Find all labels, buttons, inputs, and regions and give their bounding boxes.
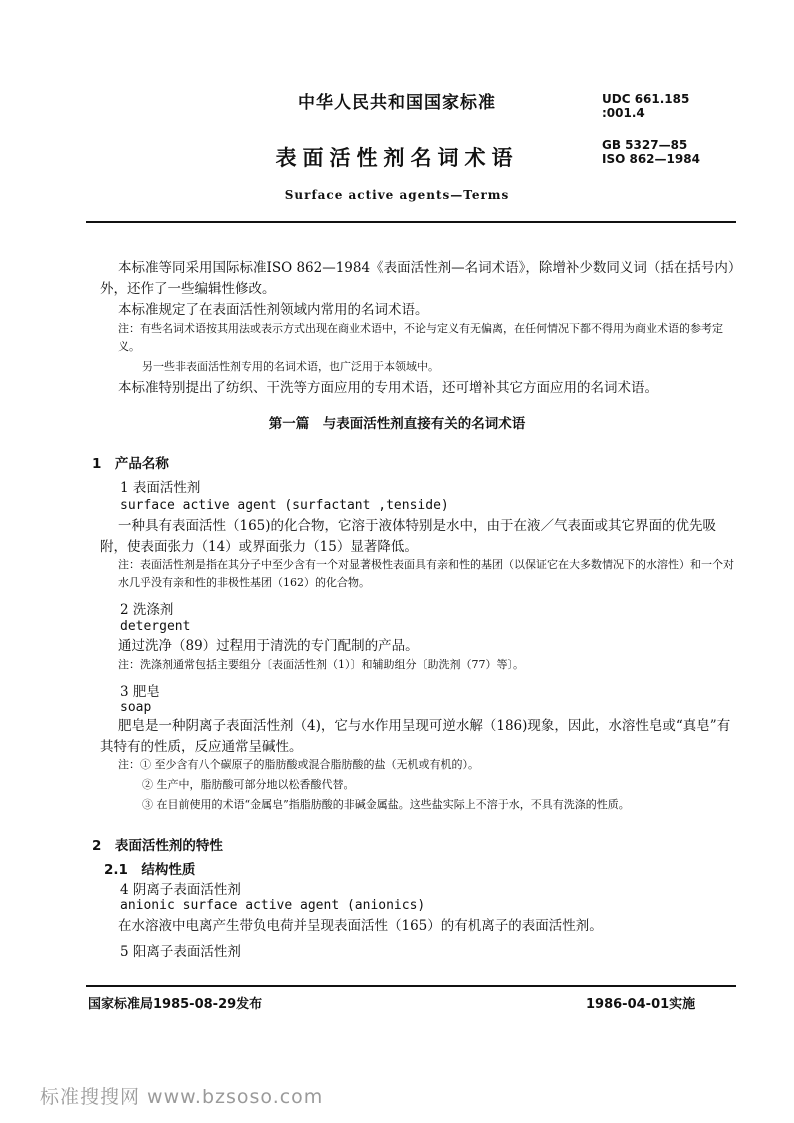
site-watermark: 标准搜搜网 www.bzsoso.com <box>40 1086 324 1108</box>
intro-note-2: 另一些非表面活性剂专用的名词术语，也广泛用于本领域中。 <box>142 360 439 373</box>
term-1-english: surface active agent (surfactant ,tenside) <box>120 498 449 513</box>
document-subtitle: Surface active agents—Terms <box>284 188 510 202</box>
intro-paragraph-3: 本标准特别提出了纺织、干洗等方面应用的专用术语，还可增补其它方面应用的名词术语。 <box>118 380 658 396</box>
term-3-note-3: ③ 在目前使用的术语“金属皂”指脂肪酸的非碱金属盐。这些盐实际上不溶于水，不具有洗涤的性质。 <box>142 798 630 811</box>
intro-note-1: 注：有些名词术语按其用法或表示方式出现在商业术语中，不论与定义有无偏离，在任何情况下都不得用为商业术语的参考定义。 <box>118 322 723 353</box>
section-1-heading: 1 产品名称 <box>92 456 169 472</box>
term-3-note-2: ② 生产中，脂肪酸可部分地以松香酸代替。 <box>142 778 355 791</box>
intro-paragraph-1: 本标准等同采用国际标准ISO 862—1984《表面活性剂—名词术语》，除增补少数同义词（括在括号内）外，还作了一些编辑性修改。 <box>100 260 735 297</box>
term-3-english: soap <box>120 700 152 715</box>
header-divider <box>86 221 736 223</box>
term-1-note: 注：表面活性剂是指在其分子中至少含有一个对显著极性表面具有亲和性的基团（以保证它在大多数情况下的水溶性）和一个对水几乎没有亲和性的非极性基团（162）的化合物。 <box>118 558 734 589</box>
document-title: 表面活性剂名词术语 <box>275 146 519 170</box>
effective-date: 1986-04-01实施 <box>586 997 696 1012</box>
term-3-definition: 肥皂是一种阴离子表面活性剂（4)，它与水作用呈现可逆水解（186)现象，因此，水溶性皂或“真皂”有其特有的性质，反应通常呈碱性。 <box>100 718 731 755</box>
term-5-chinese: 5 阳离子表面活性剂 <box>120 944 241 960</box>
gb-code: GB 5327—85 ISO 862—1984 <box>602 138 700 166</box>
term-4-english: anionic surface active agent (anionics) <box>120 898 426 913</box>
term-4-definition: 在水溶液中电离产生带负电荷并呈现表面活性（165）的有机离子的表面活性剂。 <box>118 918 603 934</box>
udc-code: UDC 661.185 :001.4 <box>602 92 690 120</box>
term-3-chinese: 3 肥皂 <box>120 684 160 700</box>
term-2-note: 注：洗涤剂通常包括主要组分〔表面活性剂（1）〕和辅助组分〔助洗剂（77）等〕。 <box>118 658 524 671</box>
footer-divider <box>86 985 736 987</box>
subsection-2-1-heading: 2.1 结构性质 <box>104 862 196 878</box>
intro-paragraph-2: 本标准规定了在表面活性剂领域内常用的名词术语。 <box>118 302 429 318</box>
term-1-definition: 一种具有表面活性（165)的化合物，它溶于液体特别是水中，由于在液／气表面或其它界面的优先吸附，使表面张力（14）或界面张力（15）显著降低。 <box>100 518 717 555</box>
standard-body-title: 中华人民共和国国家标准 <box>298 93 496 113</box>
issue-date: 国家标准局1985-08-29发布 <box>88 997 263 1012</box>
term-2-chinese: 2 洗涤剂 <box>120 602 174 618</box>
term-1-chinese: 1 表面活性剂 <box>120 480 201 496</box>
term-2-definition: 通过洗净（89）过程用于清洗的专门配制的产品。 <box>118 638 419 654</box>
term-3-note-1: 注：① 至少含有八个碳原子的脂肪酸或混合脂肪酸的盐（无机或有机的）。 <box>118 758 479 771</box>
part-title: 第一篇 与表面活性剂直接有关的名词术语 <box>268 416 526 432</box>
term-4-chinese: 4 阴离子表面活性剂 <box>120 882 241 898</box>
section-2-heading: 2 表面活性剂的特性 <box>92 838 223 854</box>
term-2-english: detergent <box>120 619 191 634</box>
